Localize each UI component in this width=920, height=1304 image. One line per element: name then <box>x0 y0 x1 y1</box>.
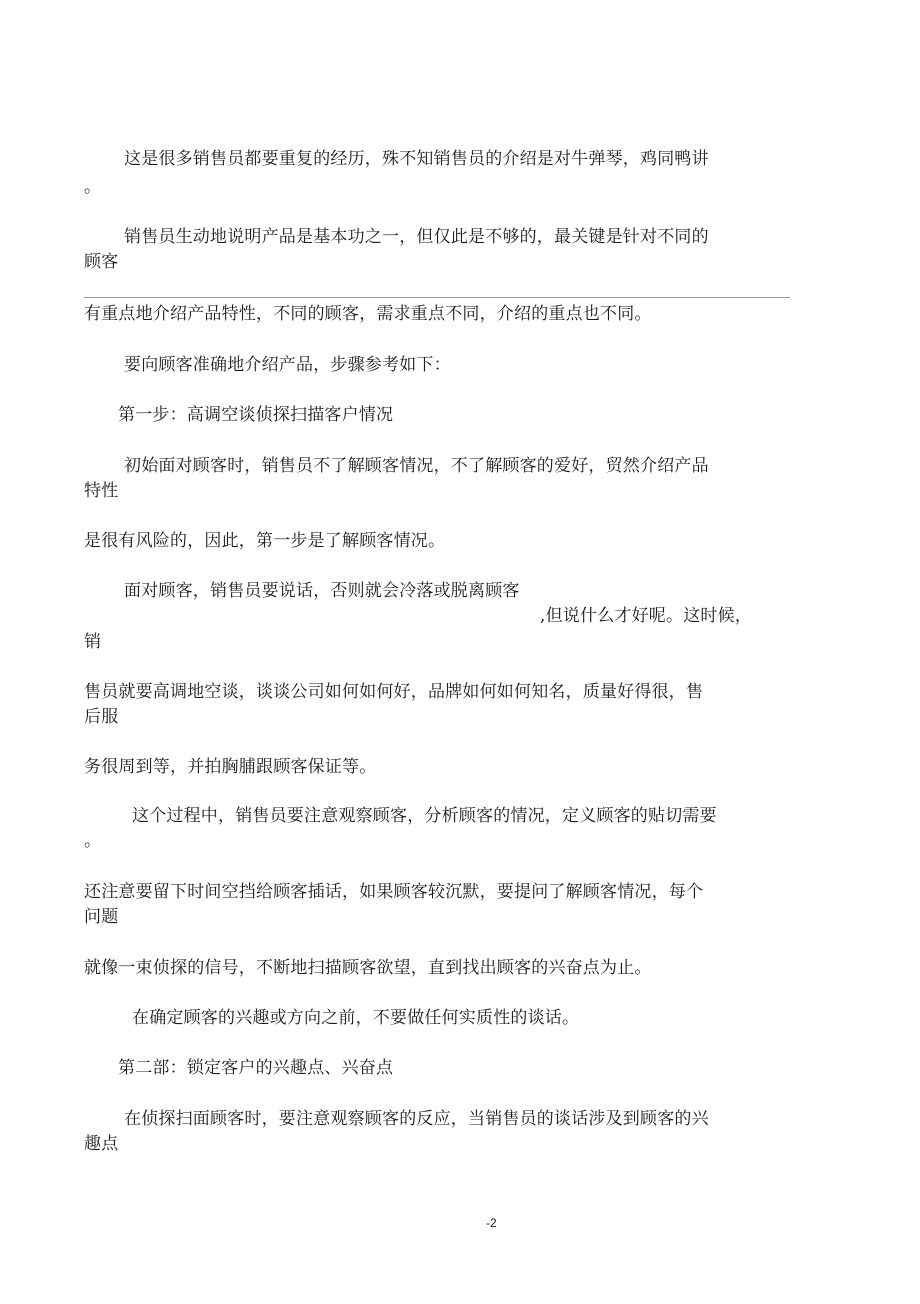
text-line: 是很有风险的，因此，第一步是了解顾客情况。 <box>84 531 446 551</box>
text-line: ,但说什么才好呢。这时候， <box>540 606 753 626</box>
section-heading: 第二部：锁定客户的兴趣点、兴奋点 <box>118 1058 394 1078</box>
text-line: 面对顾客，销售员要说话，否则就会冷落或脱离顾客 <box>124 581 520 601</box>
text-line: 这是很多销售员都要重复的经历，殊不知销售员的介绍是对牛弹琴，鸡同鸭讲 <box>124 149 709 169</box>
page-number: -2 <box>486 1216 497 1230</box>
text-line: 售员就要高调地空谈，谈谈公司如何如何好，品牌如何如何知名，质量好得很，售 <box>84 682 704 702</box>
text-line: 销 <box>84 632 102 652</box>
text-line: 问题 <box>84 907 119 927</box>
text-line: 顾客 <box>84 252 119 272</box>
text-line: 后服 <box>84 707 119 727</box>
text-line: 还注意要留下时间空挡给顾客插话，如果顾客较沉默，要提问了解顾客情况，每个 <box>84 882 704 902</box>
text-line: 在侦探扫面顾客时，要注意观察顾客的反应，当销售员的谈话涉及到顾客的兴 <box>124 1109 709 1129</box>
text-line: 。 <box>84 831 102 851</box>
text-line: 就像一束侦探的信号，不断地扫描顾客欲望，直到找出顾客的兴奋点为止。 <box>84 958 652 978</box>
horizontal-rule <box>84 297 790 298</box>
text-line: 趣点 <box>84 1134 119 1154</box>
text-line: 销售员生动地说明产品是基本功之一，但仅此是不够的，最关键是针对不同的 <box>124 227 709 247</box>
text-line: 这个过程中，销售员要注意观察顾客，分析顾客的情况，定义顾客的贴切需要 <box>132 806 717 826</box>
text-line: 要向顾客准确地介绍产品，步骤参考如下： <box>124 355 451 375</box>
text-line: 初始面对顾客时，销售员不了解顾客情况，不了解顾客的爱好，贸然介绍产品 <box>124 456 709 476</box>
text-line: 有重点地介绍产品特性，不同的顾客，需求重点不同，介绍的重点也不同。 <box>84 304 652 324</box>
text-line: 。 <box>84 177 102 197</box>
text-line: 务很周到等，并拍胸脯跟顾客保证等。 <box>84 757 377 777</box>
text-line: 在确定顾客的兴趣或方向之前，不要做任何实质性的谈话。 <box>132 1008 580 1028</box>
section-heading: 第一步：高调空谈侦探扫描客户情况 <box>118 405 394 425</box>
text-line: 特性 <box>84 481 119 501</box>
